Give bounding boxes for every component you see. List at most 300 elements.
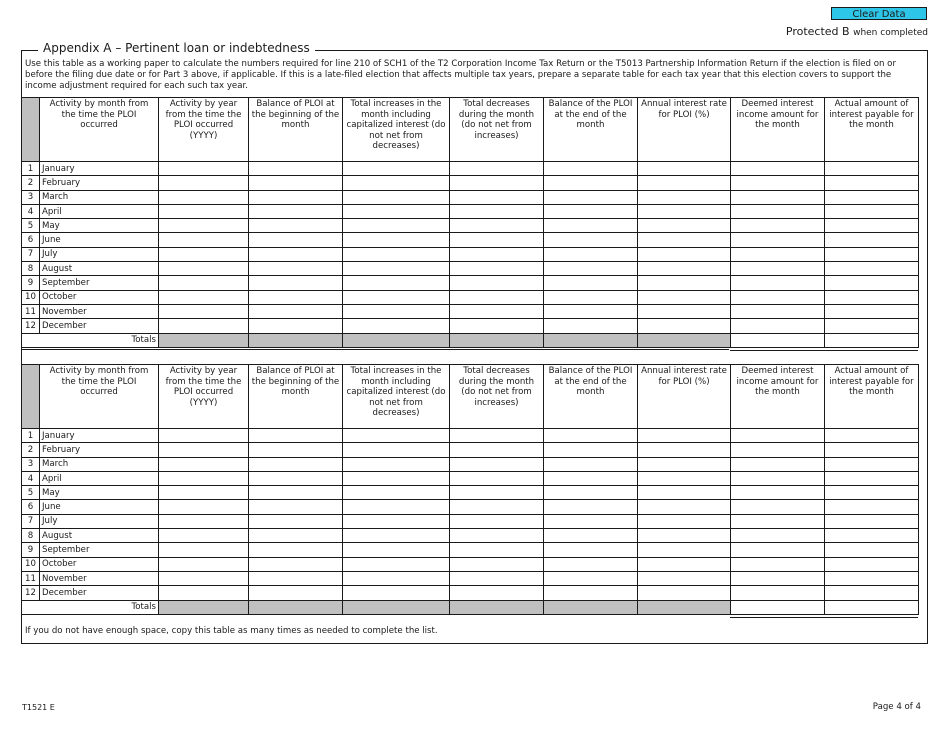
table-row [22,262,919,276]
input-cell[interactable] [825,247,919,261]
column-header: Total decreases during the month (do not net from increases) [450,98,544,162]
input-cell[interactable] [450,204,544,218]
input-cell[interactable] [825,262,919,276]
input-cell[interactable] [343,233,450,247]
input-cell[interactable] [343,514,450,528]
month-name: August [40,529,159,543]
input-cell[interactable] [249,219,343,233]
input-cell[interactable] [825,586,919,600]
shaded-cell [544,600,638,614]
input-cell[interactable] [450,571,544,585]
total-input-cell[interactable] [731,333,825,347]
input-cell[interactable] [825,190,919,204]
protected-b-label [786,25,928,38]
input-cell[interactable] [159,543,249,557]
input-cell[interactable] [159,443,249,457]
row-number: 4 [22,471,40,485]
column-header: Activity by year from the time the PLOI occurred (YYYY) [159,98,249,162]
input-cell[interactable] [249,543,343,557]
table-row [22,543,919,557]
input-cell[interactable] [249,319,343,333]
input-cell[interactable] [825,571,919,585]
input-cell[interactable] [343,319,450,333]
month-name: September [40,276,159,290]
input-cell[interactable] [825,543,919,557]
row-number: 9 [22,276,40,290]
section-intro: Use this table as a working paper to calculate the numbers required for line 210 of SCH1 of the T2 Corporation Income Tax Return or the T5013 Partnership Information Return if the election is filed on or before the filing due date or for Part 3 above, if applicable. If this is a late-filed election that affects multiple tax years, prepare a separate table for each tax year that this election covers to support the income adjustment required for each such tax year. [25,59,896,91]
row-number: 10 [22,290,40,304]
input-cell[interactable] [249,262,343,276]
input-cell[interactable] [450,262,544,276]
totals-label: Totals [22,333,159,347]
input-cell[interactable] [731,557,825,571]
month-name: May [40,219,159,233]
column-header: Balance of PLOI at the beginning of the month [249,365,343,429]
input-cell[interactable] [825,457,919,471]
input-cell[interactable] [450,290,544,304]
input-cell[interactable] [544,486,638,500]
input-cell[interactable] [731,486,825,500]
month-name: December [40,319,159,333]
row-number: 9 [22,543,40,557]
input-cell[interactable] [450,304,544,318]
total-input-cell[interactable] [825,600,919,614]
input-cell[interactable] [544,233,638,247]
input-cell[interactable] [159,471,249,485]
input-cell[interactable] [544,204,638,218]
input-cell[interactable] [343,471,450,485]
input-cell[interactable] [249,290,343,304]
input-cell[interactable] [249,233,343,247]
shaded-cell [450,600,544,614]
header-corner [22,365,40,429]
input-cell[interactable] [731,247,825,261]
total-input-cell[interactable] [825,333,919,347]
input-cell[interactable] [159,457,249,471]
input-cell[interactable] [638,529,731,543]
input-cell[interactable] [343,529,450,543]
row-number: 1 [22,162,40,176]
input-cell[interactable] [544,219,638,233]
month-name: September [40,543,159,557]
input-cell[interactable] [825,557,919,571]
input-cell[interactable] [450,429,544,443]
input-cell[interactable] [249,457,343,471]
input-cell[interactable] [249,276,343,290]
table-row [22,247,919,261]
input-cell[interactable] [638,443,731,457]
column-header: Actual amount of interest payable for the month [825,365,919,429]
column-header: Balance of PLOI at the beginning of the month [249,98,343,162]
input-cell[interactable] [731,204,825,218]
table-header-row [22,365,919,429]
input-cell[interactable] [343,443,450,457]
column-header: Activity by month from the time the PLOI occurred [40,98,159,162]
input-cell[interactable] [638,247,731,261]
column-header: Actual amount of interest payable for the month [825,98,919,162]
input-cell[interactable] [638,233,731,247]
table-row [22,471,919,485]
row-number: 3 [22,190,40,204]
column-header: Deemed interest income amount for the month [731,98,825,162]
input-cell[interactable] [249,429,343,443]
input-cell[interactable] [638,429,731,443]
month-name: January [40,429,159,443]
input-cell[interactable] [249,529,343,543]
month-name: October [40,290,159,304]
input-cell[interactable] [249,190,343,204]
table-2-underline [730,617,918,618]
input-cell[interactable] [343,176,450,190]
ploi-table-1 [21,97,919,348]
month-name: June [40,500,159,514]
input-cell[interactable] [825,319,919,333]
input-cell[interactable] [638,290,731,304]
column-header: Annual interest rate for PLOI (%) [638,365,731,429]
input-cell[interactable] [638,471,731,485]
input-cell[interactable] [159,429,249,443]
input-cell[interactable] [450,176,544,190]
input-cell[interactable] [343,162,450,176]
table-row [22,557,919,571]
row-number: 2 [22,443,40,457]
input-cell[interactable] [343,457,450,471]
input-cell[interactable] [159,557,249,571]
input-cell[interactable] [544,443,638,457]
totals-label: Totals [22,600,159,614]
input-cell[interactable] [249,500,343,514]
table-row [22,304,919,318]
input-cell[interactable] [638,500,731,514]
input-cell[interactable] [159,290,249,304]
input-cell[interactable] [638,586,731,600]
month-name: November [40,571,159,585]
input-cell[interactable] [731,514,825,528]
input-cell[interactable] [638,204,731,218]
table-row [22,290,919,304]
input-cell[interactable] [638,304,731,318]
input-cell[interactable] [159,500,249,514]
month-name: April [40,471,159,485]
input-cell[interactable] [544,304,638,318]
shaded-cell [343,600,450,614]
input-cell[interactable] [544,290,638,304]
input-cell[interactable] [343,571,450,585]
month-name: February [40,443,159,457]
month-name: March [40,457,159,471]
month-name: January [40,162,159,176]
input-cell[interactable] [450,586,544,600]
input-cell[interactable] [343,204,450,218]
input-cell[interactable] [544,471,638,485]
input-cell[interactable] [544,543,638,557]
input-cell[interactable] [825,219,919,233]
column-header: Total increases in the month including capitalized interest (do not net from decreases) [343,365,450,429]
table-row [22,162,919,176]
input-cell[interactable] [249,443,343,457]
input-cell[interactable] [159,514,249,528]
input-cell[interactable] [159,233,249,247]
input-cell[interactable] [544,247,638,261]
input-cell[interactable] [544,319,638,333]
input-cell[interactable] [343,486,450,500]
input-cell[interactable] [450,443,544,457]
row-number: 5 [22,486,40,500]
input-cell[interactable] [544,457,638,471]
input-cell[interactable] [249,176,343,190]
input-cell[interactable] [731,219,825,233]
input-cell[interactable] [825,176,919,190]
input-cell[interactable] [544,262,638,276]
input-cell[interactable] [731,471,825,485]
input-cell[interactable] [159,486,249,500]
input-cell[interactable] [544,529,638,543]
column-header: Balance of the PLOI at the end of the month [544,365,638,429]
input-cell[interactable] [159,262,249,276]
input-cell[interactable] [343,557,450,571]
column-header: Balance of the PLOI at the end of the month [544,98,638,162]
table-row [22,190,919,204]
input-cell[interactable] [544,176,638,190]
table-1-underline [730,350,918,351]
table-row [22,176,919,190]
shaded-cell [638,600,731,614]
input-cell[interactable] [450,557,544,571]
input-cell[interactable] [731,586,825,600]
input-cell[interactable] [825,233,919,247]
input-cell[interactable] [731,233,825,247]
input-cell[interactable] [159,529,249,543]
row-number: 12 [22,586,40,600]
input-cell[interactable] [159,276,249,290]
input-cell[interactable] [343,276,450,290]
input-cell[interactable] [731,176,825,190]
row-number: 3 [22,457,40,471]
table-header-row [22,98,919,162]
input-cell[interactable] [450,486,544,500]
totals-row [22,600,919,614]
input-cell[interactable] [159,162,249,176]
table-row [22,571,919,585]
month-name: July [40,514,159,528]
input-cell[interactable] [638,262,731,276]
input-cell[interactable] [159,304,249,318]
input-cell[interactable] [825,443,919,457]
table-1-spacer [21,336,729,350]
table-row [22,443,919,457]
input-cell[interactable] [638,319,731,333]
input-cell[interactable] [249,247,343,261]
input-cell[interactable] [731,443,825,457]
month-name: June [40,233,159,247]
input-cell[interactable] [638,190,731,204]
input-cell[interactable] [249,557,343,571]
input-cell[interactable] [638,514,731,528]
input-cell[interactable] [825,290,919,304]
input-cell[interactable] [731,304,825,318]
input-cell[interactable] [159,190,249,204]
input-cell[interactable] [731,290,825,304]
input-cell[interactable] [249,304,343,318]
input-cell[interactable] [638,557,731,571]
table-row [22,457,919,471]
input-cell[interactable] [249,514,343,528]
input-cell[interactable] [450,543,544,557]
total-input-cell[interactable] [731,600,825,614]
input-cell[interactable] [638,543,731,557]
input-cell[interactable] [825,162,919,176]
input-cell[interactable] [249,486,343,500]
row-number: 7 [22,514,40,528]
input-cell[interactable] [731,429,825,443]
table-row [22,276,919,290]
input-cell[interactable] [825,514,919,528]
input-cell[interactable] [249,586,343,600]
input-cell[interactable] [544,500,638,514]
input-cell[interactable] [159,571,249,585]
input-cell[interactable] [731,500,825,514]
table-row [22,514,919,528]
month-name: December [40,586,159,600]
input-cell[interactable] [343,219,450,233]
month-name: March [40,190,159,204]
row-number: 6 [22,500,40,514]
ploi-table-2 [21,364,919,615]
month-name: July [40,247,159,261]
input-cell[interactable] [825,471,919,485]
table-row [22,586,919,600]
input-cell[interactable] [544,557,638,571]
month-name: October [40,557,159,571]
input-cell[interactable] [825,304,919,318]
input-cell[interactable] [731,190,825,204]
input-cell[interactable] [731,571,825,585]
input-cell[interactable] [731,543,825,557]
input-cell[interactable] [638,276,731,290]
input-cell[interactable] [638,176,731,190]
input-cell[interactable] [343,304,450,318]
input-cell[interactable] [343,247,450,261]
shaded-cell [159,600,249,614]
input-cell[interactable] [343,543,450,557]
input-cell[interactable] [638,219,731,233]
input-cell[interactable] [731,276,825,290]
row-number: 11 [22,571,40,585]
input-cell[interactable] [825,429,919,443]
input-cell[interactable] [825,529,919,543]
input-cell[interactable] [450,529,544,543]
input-cell[interactable] [159,319,249,333]
input-cell[interactable] [159,204,249,218]
month-name: May [40,486,159,500]
input-cell[interactable] [825,486,919,500]
input-cell[interactable] [544,571,638,585]
input-cell[interactable] [159,247,249,261]
input-cell[interactable] [450,162,544,176]
input-cell[interactable] [159,176,249,190]
column-header: Deemed interest income amount for the month [731,365,825,429]
input-cell[interactable] [825,500,919,514]
month-name: April [40,204,159,218]
input-cell[interactable] [343,500,450,514]
input-cell[interactable] [544,190,638,204]
input-cell[interactable] [450,471,544,485]
input-cell[interactable] [343,586,450,600]
protected-suffix: when completed [853,28,928,38]
input-cell[interactable] [544,276,638,290]
input-cell[interactable] [731,457,825,471]
header-corner [22,98,40,162]
input-cell[interactable] [731,162,825,176]
input-cell[interactable] [825,204,919,218]
row-number: 8 [22,529,40,543]
input-cell[interactable] [450,190,544,204]
input-cell[interactable] [450,247,544,261]
protected-label: Protected B [785,25,850,38]
input-cell[interactable] [450,276,544,290]
input-cell[interactable] [450,500,544,514]
input-cell[interactable] [249,204,343,218]
input-cell[interactable] [249,571,343,585]
month-name: February [40,176,159,190]
input-cell[interactable] [544,586,638,600]
input-cell[interactable] [450,219,544,233]
input-cell[interactable] [343,262,450,276]
input-cell[interactable] [544,162,638,176]
row-number: 10 [22,557,40,571]
row-number: 6 [22,233,40,247]
input-cell[interactable] [159,586,249,600]
column-header: Activity by year from the time the PLOI occurred (YYYY) [159,365,249,429]
input-cell[interactable] [731,319,825,333]
input-cell[interactable] [544,514,638,528]
input-cell[interactable] [638,457,731,471]
input-cell[interactable] [343,190,450,204]
input-cell[interactable] [343,429,450,443]
row-number: 4 [22,204,40,218]
shaded-cell [249,600,343,614]
input-cell[interactable] [450,514,544,528]
input-cell[interactable] [249,162,343,176]
table-row [22,204,919,218]
input-cell[interactable] [544,429,638,443]
column-header: Annual interest rate for PLOI (%) [638,98,731,162]
clear-data-button[interactable]: Clear Data [831,7,927,20]
row-number: 11 [22,304,40,318]
input-cell[interactable] [638,571,731,585]
input-cell[interactable] [249,471,343,485]
table-row [22,219,919,233]
table-row [22,529,919,543]
table-row [22,429,919,443]
input-cell[interactable] [159,219,249,233]
input-cell[interactable] [450,457,544,471]
input-cell[interactable] [450,319,544,333]
input-cell[interactable] [638,486,731,500]
page-number: Page 4 of 4 [872,702,921,712]
input-cell[interactable] [825,276,919,290]
section-title: Appendix A – Pertinent loan or indebtedness [38,41,315,55]
row-number: 12 [22,319,40,333]
input-cell[interactable] [731,262,825,276]
row-number: 8 [22,262,40,276]
column-header: Total increases in the month including capitalized interest (do not net from decreases) [343,98,450,162]
input-cell[interactable] [450,233,544,247]
month-name: November [40,304,159,318]
input-cell[interactable] [731,529,825,543]
input-cell[interactable] [343,290,450,304]
input-cell[interactable] [638,162,731,176]
